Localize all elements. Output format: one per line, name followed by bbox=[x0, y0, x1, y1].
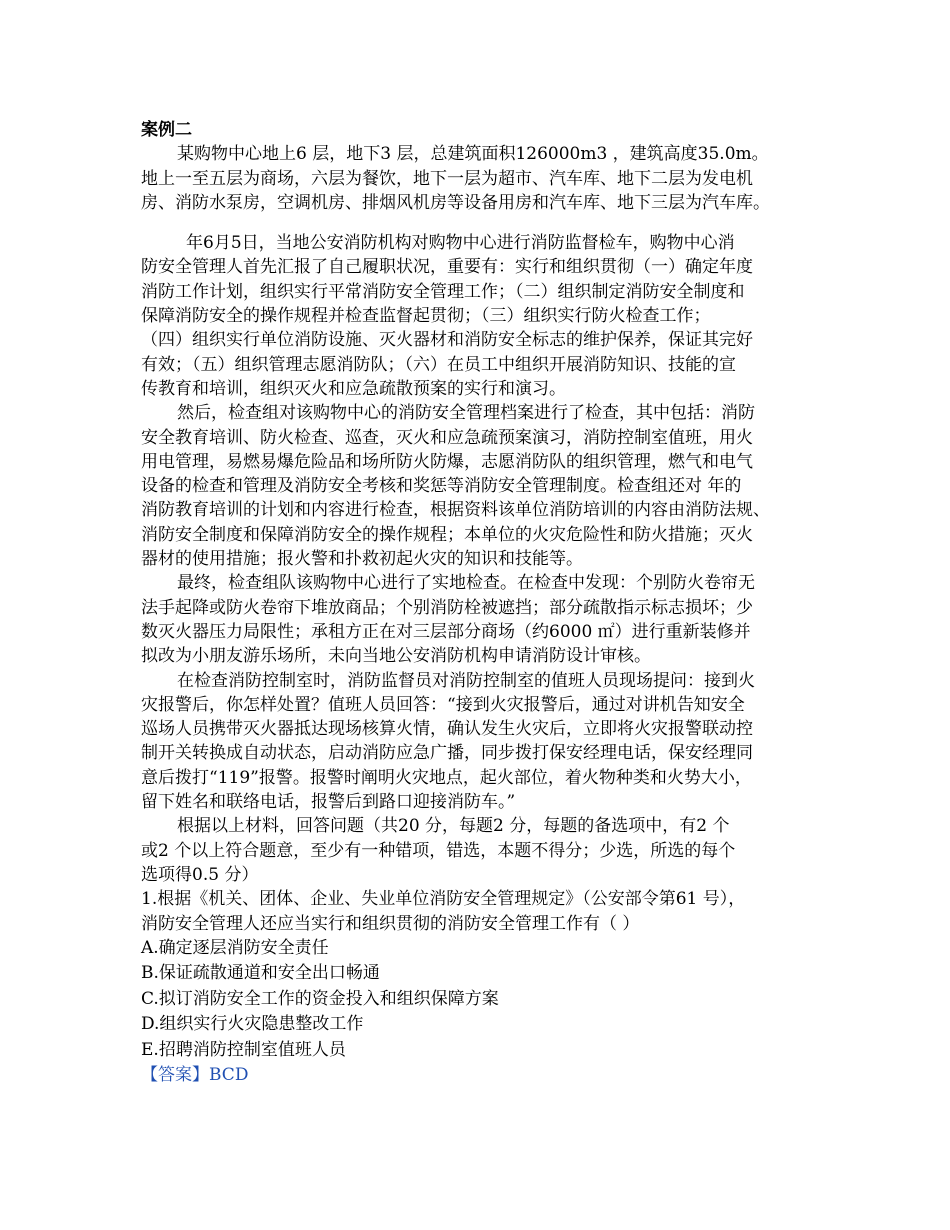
option-c: C.拟订消防安全工作的资金投入和组织保障方案 bbox=[141, 988, 499, 1009]
question-1 bbox=[141, 887, 831, 936]
text-line: 设备的检查和管理及消防安全考核和奖惩等消防安全管理制度。检查组还对 年的 bbox=[141, 476, 742, 497]
option-d: D.组织实行火灾隐患整改工作 bbox=[141, 1014, 364, 1035]
paragraph-intro bbox=[141, 142, 831, 215]
text-line: 防安全管理人首先汇报了自己履职状况，重要有：实行和组织贯彻（一）确定年度 bbox=[141, 257, 753, 278]
text-line: 用电管理，易燃易爆危险品和场所防火防爆，志愿消防队的组织管理，燃气和电气 bbox=[141, 451, 753, 472]
paragraph-control-room bbox=[141, 669, 831, 815]
case-title: 案例二 bbox=[141, 120, 192, 140]
paragraph-site-check bbox=[141, 571, 831, 668]
option-a: A.确定逐层消防安全责任 bbox=[141, 937, 329, 958]
text-line: 某购物中心地上6 层，地下3 层，总建筑面积126000m3 ，建筑高度35.0m。 bbox=[177, 144, 769, 165]
text-line: 灾报警后，你怎样处置？值班人员回答：“接到火灾报警后，通过对讲机告知安全 bbox=[141, 694, 745, 715]
text-line: 消防教育培训的计划和内容进行检查，根据资料该单位消防培训的内容由消防法规、 bbox=[141, 500, 770, 521]
answer-options bbox=[141, 936, 831, 1064]
question-text: 消防安全管理人还应当实行和组织贯彻的消防安全管理工作有（ ） bbox=[141, 913, 640, 934]
text-line: 选项得0.5 分） bbox=[141, 864, 259, 885]
text-line: 留下姓名和联络电话，报警后到路口迎接消防车。” bbox=[141, 792, 516, 813]
text-line: 房、消防水泵房，空调机房、排烟风机房等设备用房和汽车库、地下三层为汽车库。 bbox=[141, 192, 770, 213]
text-line: 传教育和培训，组织灭火和应急疏散预案的实行和演习。 bbox=[141, 378, 566, 399]
answer-line bbox=[141, 1063, 831, 1087]
text-line: 拟改为小朋友游乐场所，未向当地公安消防机构申请消防设计审核。 bbox=[141, 646, 651, 667]
text-line: 消防工作计划，组织实行平常消防安全管理工作；（二）组织制定消防安全制度和 bbox=[141, 281, 745, 302]
answer-value: BCD bbox=[209, 1065, 249, 1086]
text-line: 法手起降或防火卷帘下堆放商品；个别消防栓被遮挡；部分疏散指示标志损坏；少 bbox=[141, 597, 753, 618]
text-line: 保障消防安全的操作规程并检查监督起贯彻；（三）组织实行防火检查工作； bbox=[141, 306, 711, 327]
text-line: 器材的使用措施；报火警和扑救初起火灾的知识和技能等。 bbox=[141, 549, 583, 570]
text-line: 在检查消防控制室时，消防监督员对消防控制室的值班人员现场提问：接到火 bbox=[177, 670, 755, 691]
answer-label: 【答案】 bbox=[141, 1065, 209, 1086]
text-line: 安全教育培训、防火检查、巡查，灭火和应急疏预案演习，消防控制室值班，用火 bbox=[141, 427, 753, 448]
paragraph-inspection-report bbox=[141, 231, 831, 401]
text-line: 然后，检查组对该购物中心的消防安全管理档案进行了检查，其中包括：消防 bbox=[177, 403, 755, 424]
text-line: 年6月5日，当地公安消防机构对购物中心进行消防监督检车，购物中心消 bbox=[186, 233, 735, 254]
text-line: 消防安全制度和保障消防安全的操作规程；本单位的火灾危险性和防火措施；灭火 bbox=[141, 524, 753, 545]
paragraph-archives-check bbox=[141, 401, 831, 571]
text-line: 制开关转换成自动状态，启动消防应急广播，同步拨打保安经理电话，保安经理同 bbox=[141, 743, 753, 764]
text-line: 最终，检查组队该购物中心进行了实地检查。在检查中发现：个别防火卷帘无 bbox=[177, 573, 755, 594]
text-line: 数灭火器压力局限性；承租方正在对三层部分商场（约6000 ㎡）进行重新装修并 bbox=[141, 621, 751, 642]
text-line: 巡场人员携带灭火器抵达现场核算火情，确认发生火灾后，立即将火灾报警联动控 bbox=[141, 719, 753, 740]
text-line: 根据以上材料，回答问题（共20 分，每题2 分，每题的备选项中，有2 个 bbox=[177, 816, 730, 837]
paragraph-gap bbox=[141, 215, 831, 231]
paragraph-instructions bbox=[141, 814, 831, 887]
text-line: 地上一至五层为商场，六层为餐饮，地下一层为超市、汽车库、地下二层为发电机 bbox=[141, 168, 753, 189]
option-b: B.保证疏散通道和安全出口畅通 bbox=[141, 963, 380, 984]
text-line: 意后拨打“119”报警。报警时阐明火灾地点，起火部位，着火物种类和火势大小， bbox=[141, 767, 752, 788]
text-line: 有效；（五）组织管理志愿消防队；（六）在员工中组织开展消防知识、技能的宣 bbox=[141, 354, 736, 375]
option-e: E.招聘消防控制室值班人员 bbox=[141, 1039, 346, 1060]
document-body bbox=[141, 118, 831, 1088]
text-line: 或2 个以上符合题意，至少有一种错项，错选，本题不得分；少选，所选的每个 bbox=[141, 840, 736, 861]
question-text: 1.根据《机关、团体、企业、失业单位消防安全管理规定》（公安部令第61 号）， bbox=[141, 889, 746, 910]
text-line: （四）组织实行单位消防设施、灭火器材和消防安全标志的维护保养，保证其完好 bbox=[141, 330, 753, 351]
